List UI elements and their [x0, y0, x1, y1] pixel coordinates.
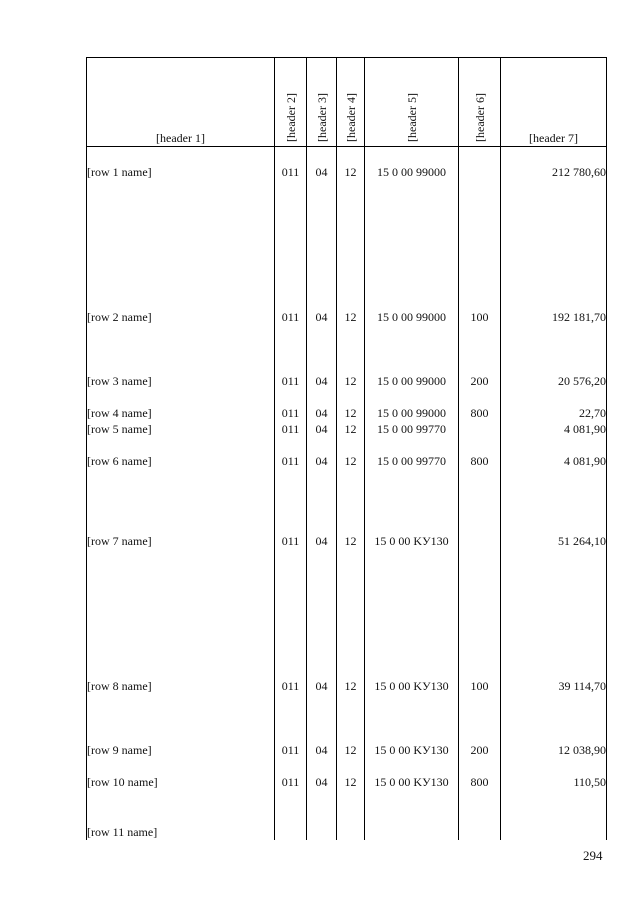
header-vedomstvo-label: [header 2]: [283, 93, 298, 142]
row-name-cell: [row 9 name]: [87, 694, 275, 758]
row-razdel-cell: 04: [307, 758, 337, 790]
header-vedomstvo: [275, 58, 307, 147]
table-row: [87, 790, 607, 840]
header-gruppa: [459, 58, 501, 147]
row-razdel-cell: 04: [307, 694, 337, 758]
header-podrazdel-label: [header 4]: [343, 93, 358, 142]
row-gruppa-cell: 800: [459, 389, 501, 421]
row-razdel-cell: 04: [307, 549, 337, 694]
row-name-cell: [row 10 name]: [87, 758, 275, 790]
row-podrazdel-cell: 12: [337, 421, 365, 437]
table-row: [87, 389, 607, 421]
row-summa-cell: 212 780,60: [501, 147, 607, 180]
row-name-cell: [row 7 name]: [87, 469, 275, 549]
row-gruppa-cell: [459, 421, 501, 437]
row-summa-cell: 39 114,70: [501, 549, 607, 694]
row-gruppa-cell: 800: [459, 758, 501, 790]
row-razdel-cell: 04: [307, 325, 337, 389]
table-row: [87, 694, 607, 758]
row-razdel-cell: 04: [307, 389, 337, 421]
row-vedomstvo-cell: 011: [275, 549, 307, 694]
header-podrazdel: [337, 58, 365, 147]
row-vedomstvo-cell: [275, 790, 307, 840]
table-row: [87, 758, 607, 790]
header-razdel: [307, 58, 337, 147]
row-vedomstvo-cell: 011: [275, 389, 307, 421]
row-vedomstvo-cell: 011: [275, 694, 307, 758]
table-row: [87, 437, 607, 469]
row-podrazdel-cell: 12: [337, 437, 365, 469]
page-number: 294: [583, 848, 603, 863]
row-summa-cell: 192 181,70: [501, 180, 607, 325]
row-podrazdel-cell: 12: [337, 147, 365, 180]
row-celevaya-cell: 15 0 00 KУ130: [365, 758, 459, 790]
row-summa-cell: 4 081,90: [501, 437, 607, 469]
row-summa-cell: 4 081,90: [501, 421, 607, 437]
row-razdel-cell: 04: [307, 180, 337, 325]
row-celevaya-cell: 15 0 00 99000: [365, 325, 459, 389]
row-celevaya-cell: 15 0 00 KУ130: [365, 469, 459, 549]
row-celevaya-cell: 15 0 00 99770: [365, 421, 459, 437]
row-vedomstvo-cell: 011: [275, 469, 307, 549]
row-name-cell: [row 11 name]: [87, 790, 275, 840]
row-summa-cell: 110,50: [501, 758, 607, 790]
row-podrazdel-cell: 12: [337, 389, 365, 421]
row-celevaya-cell: 15 0 00 99770: [365, 437, 459, 469]
row-podrazdel-cell: 12: [337, 469, 365, 549]
table-row: [87, 469, 607, 549]
table-row: [87, 147, 607, 180]
row-podrazdel-cell: 12: [337, 180, 365, 325]
table-row: [87, 325, 607, 389]
row-razdel-cell: 04: [307, 421, 337, 437]
row-gruppa-cell: 200: [459, 694, 501, 758]
header-razdel-label: [header 3]: [314, 93, 329, 142]
row-gruppa-cell: 800: [459, 437, 501, 469]
row-vedomstvo-cell: 011: [275, 421, 307, 437]
header-celevaya: [365, 58, 459, 147]
row-celevaya-cell: 15 0 00 KУ130: [365, 549, 459, 694]
row-razdel-cell: 04: [307, 469, 337, 549]
row-name-cell: [row 8 name]: [87, 549, 275, 694]
header-summa: [header 7]: [501, 58, 607, 147]
row-summa-cell: 12 038,90: [501, 694, 607, 758]
row-celevaya-cell: [365, 790, 459, 840]
row-razdel-cell: 04: [307, 437, 337, 469]
row-razdel-cell: 04: [307, 147, 337, 180]
row-summa-cell: [501, 790, 607, 840]
row-summa-cell: 51 264,10: [501, 469, 607, 549]
header-gruppa-label: [header 6]: [472, 93, 487, 142]
row-razdel-cell: [307, 790, 337, 840]
row-name-cell: [row 4 name]: [87, 389, 275, 421]
budget-table: [86, 57, 607, 840]
row-celevaya-cell: 15 0 00 99000: [365, 180, 459, 325]
row-gruppa-cell: [459, 147, 501, 180]
row-summa-cell: 20 576,20: [501, 325, 607, 389]
row-podrazdel-cell: 12: [337, 325, 365, 389]
header-celevaya-label: [header 5]: [404, 93, 419, 142]
row-celevaya-cell: 15 0 00 99000: [365, 389, 459, 421]
row-celevaya-cell: 15 0 00 99000: [365, 147, 459, 180]
table-row: [87, 421, 607, 437]
row-podrazdel-cell: 12: [337, 694, 365, 758]
header-name: [header 1]: [87, 58, 275, 147]
row-name-cell: [row 5 name]: [87, 421, 275, 437]
row-gruppa-cell: 100: [459, 180, 501, 325]
row-vedomstvo-cell: 011: [275, 758, 307, 790]
row-name-cell: [row 3 name]: [87, 325, 275, 389]
row-vedomstvo-cell: 011: [275, 147, 307, 180]
row-gruppa-cell: [459, 469, 501, 549]
row-vedomstvo-cell: 011: [275, 180, 307, 325]
row-podrazdel-cell: 12: [337, 758, 365, 790]
table-header-row: [87, 58, 607, 147]
row-gruppa-cell: 200: [459, 325, 501, 389]
row-vedomstvo-cell: 011: [275, 437, 307, 469]
row-name-cell: [row 2 name]: [87, 180, 275, 325]
row-podrazdel-cell: [337, 790, 365, 840]
row-podrazdel-cell: 12: [337, 549, 365, 694]
row-summa-cell: 22,70: [501, 389, 607, 421]
row-gruppa-cell: [459, 790, 501, 840]
table-row: [87, 180, 607, 325]
row-name-cell: [row 1 name]: [87, 147, 275, 180]
row-celevaya-cell: 15 0 00 KУ130: [365, 694, 459, 758]
row-gruppa-cell: 100: [459, 549, 501, 694]
table-row: [87, 549, 607, 694]
row-vedomstvo-cell: 011: [275, 325, 307, 389]
row-name-cell: [row 6 name]: [87, 437, 275, 469]
